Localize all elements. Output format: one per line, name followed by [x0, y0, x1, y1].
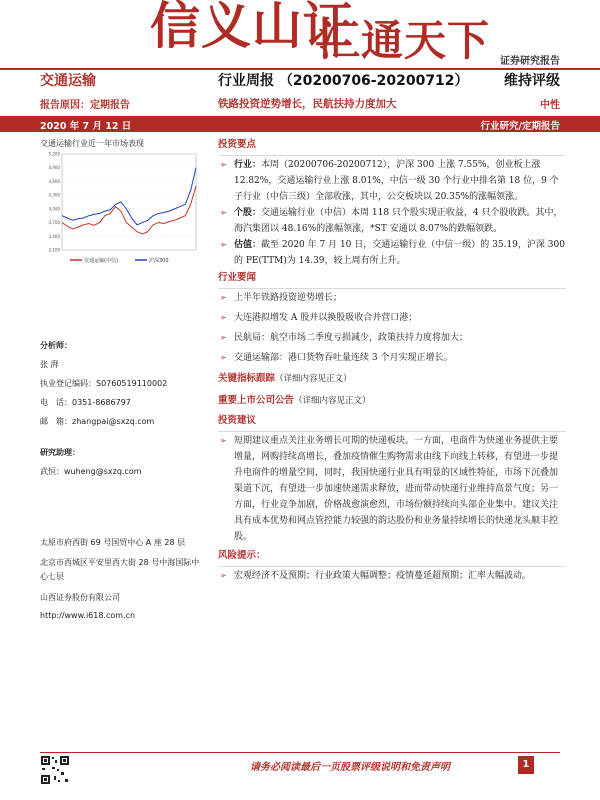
section-advice: 投资建议 — [218, 415, 257, 426]
news-item — [218, 330, 566, 346]
arrow-icon: ➢ — [220, 208, 227, 217]
weekly-title: 行业周报 （20200706-20200712） — [218, 73, 469, 89]
disclaimer: 请务必阅读最后一页股票评级说明和免责声明 — [250, 762, 450, 773]
divider — [218, 431, 566, 432]
point-text: 截至 2020 年 7 月 10 日，交通运输行业（中信一级）的 35.19，沪深 300 的 PE(TTM)为 14.39，较上周有所上升。 — [234, 240, 565, 266]
analyst-phone: 电 话：0351-8686797 — [40, 398, 131, 407]
point-stocks — [218, 205, 566, 237]
analyst-label: 分析师： — [40, 341, 72, 350]
report-headline: 铁路投资逆势增长，民航扶持力度加大 — [218, 98, 397, 110]
point-valuation — [218, 237, 566, 269]
point-industry — [218, 157, 566, 205]
point-keyword: 个股： — [234, 208, 262, 218]
news-text: 交通运输部：港口货物吞吐量连续 3 个月实现正增长。 — [234, 353, 453, 363]
assistant-label: 研究助理： — [40, 448, 80, 457]
arrow-icon: ➢ — [220, 293, 227, 302]
rating-value: 中性 — [540, 100, 560, 111]
point-text: 本周（20200706-20200712），沪深 300 上涨 7.55%，创业板上涨 12.82%，交通运输行业上涨 8.01%，中信一级 30 个行业中排名第 18 位，9 个子行业（中信三级）全部收涨，其中，公交板块以 20.35%的涨幅领涨。 — [234, 160, 559, 202]
section-company-notices — [218, 392, 566, 410]
y-tick-label: 4,300 — [48, 192, 60, 198]
company-website[interactable]: http://www.i618.com.cn — [40, 611, 136, 620]
arrow-icon: ➢ — [220, 240, 227, 249]
arrow-icon: ➢ — [220, 571, 227, 580]
arrow-icon: ➢ — [220, 333, 227, 342]
y-tick-label: 3,700 — [48, 220, 60, 226]
legend-label-index: 沪深300 — [149, 258, 169, 264]
arrow-icon: ➢ — [220, 353, 227, 362]
brand-slogan-a: 信义山证 — [150, 0, 354, 55]
point-keyword: 估值： — [234, 240, 262, 250]
main-content — [218, 136, 566, 584]
y-tick-label: 3,400 — [48, 233, 60, 239]
news-text: 民航局：航空市场二季度亏损减少，政策扶持力度将加大； — [234, 333, 469, 343]
footer-rule — [40, 752, 560, 753]
news-text: 上半年铁路投资逆势增长； — [234, 293, 343, 303]
report-reason: 报告原因：定期报告 — [40, 100, 130, 111]
chart-title: 交通运输行业近一年市场表现 — [40, 139, 144, 148]
see-body-note: （详细内容见正文） — [275, 374, 352, 384]
news-item — [218, 290, 566, 306]
advice-paragraph — [218, 433, 566, 545]
market-performance-chart — [40, 150, 200, 270]
arrow-icon: ➢ — [220, 313, 227, 322]
advice-text: 短期建议重点关注业务增长可期的快递板块。一方面，电商件为快递业务提供主要增量，网购持续高增长，叠加疫情催生购物需求由线下向线上转移，有望进一步提升电商件的增量空间，同时，我国快递行业具有明显的区域性特征，市场下沉叠加渠道下沉，有望进一步加速快递需求释放，进而带动快递行业维持高景气度；另一方面，行业竞争加剧，价格战愈演愈烈，市场份额持续向头部企业集中。建议关注具有成本优势和网点管控能力较强的韵达股份和业务量持续增长的快递龙头顺丰控股。 — [234, 436, 559, 542]
section-risk: 风险提示： — [218, 550, 266, 561]
date-bar — [0, 116, 600, 132]
point-text: 交通运输行业（中信）本周 118 只个股实现正收益，4 只个股收跌。其中，海汽集团以 48.16%的涨幅领涨，*ST 安通以 8.07%的跌幅领跌。 — [234, 208, 563, 234]
section-key-indicators-title: 关键指标跟踪 — [218, 373, 276, 384]
report-type: 证券研究报告 — [500, 56, 560, 67]
address-line-1: 太原市府西街 69 号国贸中心 A 座 28 层 — [40, 538, 186, 547]
analyst-cert: 执业登记编码：S0760519110002 — [40, 379, 168, 388]
section-invest-points: 投资要点 — [218, 139, 257, 150]
y-tick-label: 5,200 — [48, 151, 60, 157]
news-item — [218, 310, 566, 326]
chart-y-ticks — [49, 152, 61, 253]
news-item — [218, 350, 566, 366]
analyst-panel — [40, 340, 205, 620]
risk-paragraph — [218, 568, 566, 584]
chart-plot-area — [62, 154, 196, 250]
industry-title: 交通运输 — [40, 73, 96, 89]
section-company-notices-title: 重要上市公司公告 — [218, 395, 295, 406]
divider — [218, 288, 566, 289]
assistant-contact[interactable]: 武恒：wuheng@sxzq.com — [40, 467, 142, 476]
divider — [218, 155, 566, 156]
section-news: 行业要闻 — [218, 272, 257, 283]
legend-label-industry: 交通运输(中信) — [84, 258, 118, 264]
see-body-note: （详细内容见正文） — [294, 396, 371, 406]
analyst-name: 张 湃 — [40, 360, 59, 369]
report-date: 2020 年 7 月 12 日 — [40, 121, 132, 132]
address-line-2: 北京市西城区平安里西大街 28 号中海国际中心七层 — [40, 558, 200, 581]
y-tick-label: 4,900 — [48, 165, 60, 171]
report-category: 行业研究/定期报告 — [480, 121, 560, 132]
brand-slogan-b: 汇通天下 — [318, 16, 491, 65]
news-text: 大连港拟增发 A 股并以换股吸收合并营口港； — [234, 313, 418, 323]
page-number: 1 — [518, 756, 534, 774]
point-keyword: 行业： — [234, 160, 262, 170]
divider — [218, 566, 566, 567]
arrow-icon: ➢ — [220, 160, 227, 169]
qr-code-icon — [40, 755, 70, 785]
company-name: 山西证券股份有限公司 — [40, 593, 120, 602]
rating-label: 维持评级 — [504, 73, 560, 89]
y-tick-label: 4,000 — [48, 206, 60, 212]
analyst-email[interactable]: 邮 箱：zhangpai@sxzq.com — [40, 417, 155, 426]
section-key-indicators — [218, 370, 566, 388]
risk-text: 宏观经济不及预期；行业政策大幅调整；疫情蔓延超预期；汇率大幅波动。 — [234, 571, 532, 581]
arrow-icon: ➢ — [220, 436, 227, 445]
y-tick-label: 4,600 — [48, 178, 60, 184]
y-tick-label: 3,100 — [48, 247, 60, 253]
